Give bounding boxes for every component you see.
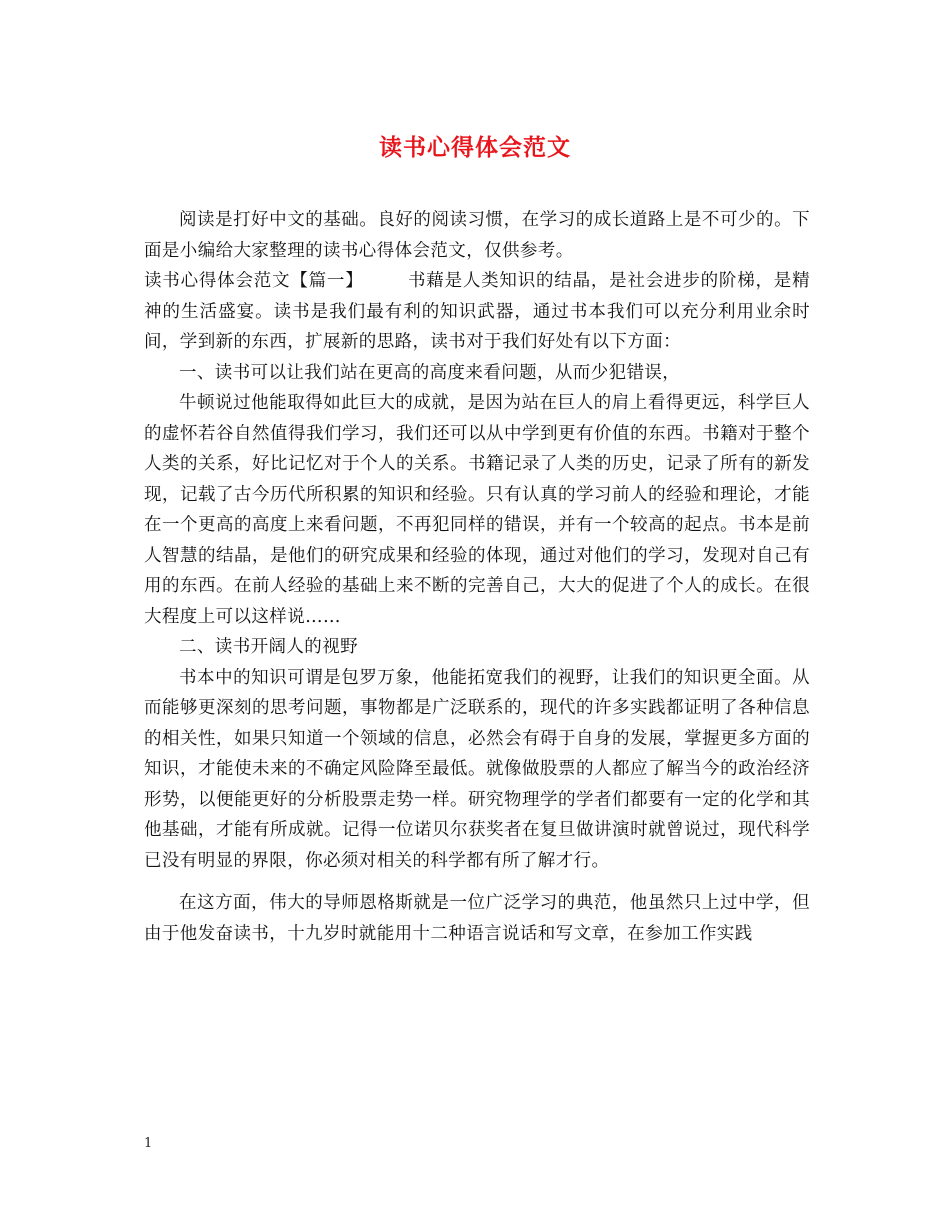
document-title: 读书心得体会范文	[379, 134, 571, 161]
paragraph-point-one: 一、读书可以让我们站在更高的高度来看问题，从而少犯错误，	[179, 362, 681, 383]
document-body	[144, 205, 810, 949]
page-number: 1	[144, 1136, 153, 1151]
section-text: 书藉是人类知识的结晶，是社会进步的阶梯，是精神的生活盛宴。读书是我们最有利的知识武器，通过书本我们可以充分利用业余时间，学到新的东西，扩展新的思路，读书对于我们好处有以下方面：	[144, 271, 810, 352]
paragraph-engels: 在这方面，伟大的导师恩格斯就是一位广泛学习的典范，他虽然只上过中学，但由于他发奋读书，十九岁时就能用十二种语言说话和写文章，在参加工作实践	[144, 893, 810, 944]
section-heading: 读书心得体会范文【篇一】	[144, 271, 364, 291]
paragraph-intro: 阅读是打好中文的基础。良好的阅读习惯，在学习的成长道路上是不可少的。下面是小编给大家整理的读书心得体会范文，仅供参考。	[144, 210, 810, 261]
paragraph-point-two: 二、读书开阔人的视野	[179, 637, 358, 657]
paragraph-horizon: 书本中的知识可谓是包罗万象，他能拓宽我们的视野，让我们的知识更全面。从而能够更深刻的思考问题，事物都是广泛联系的，现代的许多实践都证明了各种信息的相关性，如果只知道一个领域的信息，必然会有碍于自身的发展，掌握更多方面的知识，才能使未来的不确定风险降至最低。就像做股票的人都应了解当今的政治经济形势，以便能更好的分析股票走势一样。研究物理学的学者们都要有一定的化学和其他基础，才能有所成就。记得一位诺贝尔获奖者在复旦做讲演时就曾说过，现代科学已没有明显的界限，你必须对相关的科学都有所了解才行。	[144, 667, 810, 871]
paragraph-section-one	[144, 266, 810, 358]
paragraph-newton: 牛顿说过他能取得如此巨大的成就，是因为站在巨人的肩上看得更远，科学巨人的虚怀若谷自然值得我们学习，我们还可以从中学到更有价值的东西。书籍对于整个人类的关系，好比记忆对于个人的关系。书籍记录了人类的历史，记录了所有的新发现，记载了古今历代所积累的知识和经验。只有认真的学习前人的经验和理论，才能在一个更高的高度上来看问题，不再犯同样的错误，并有一个较高的起点。书本是前人智慧的结晶，是他们的研究成果和经验的体现，通过对他们的学习，发现对自己有用的东西。在前人经验的基础上来不断的完善自己，大大的促进了个人的成长。在很大程度上可以这样说……	[144, 393, 810, 627]
